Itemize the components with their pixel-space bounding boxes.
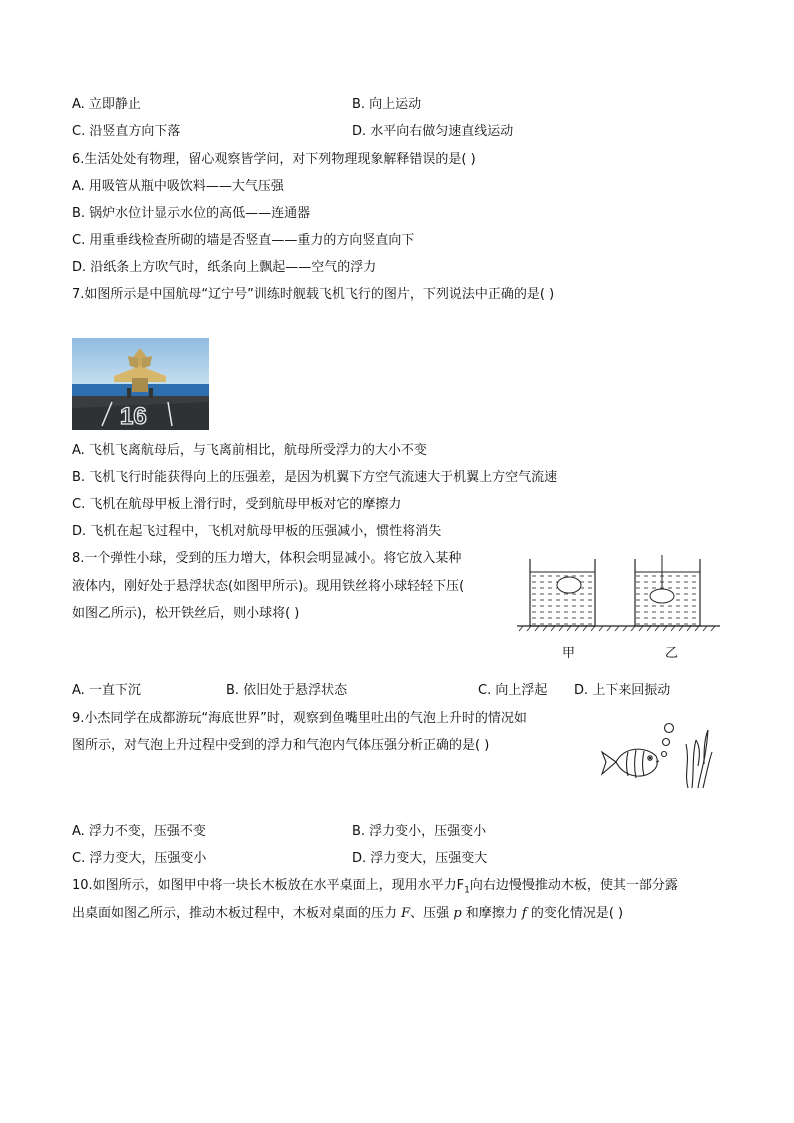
q7-option-c: C. 飞机在航母甲板上滑行时，受到航母甲板对它的摩擦力 bbox=[72, 497, 402, 512]
q8-stem-line3: 如图乙所示)，松开铁丝后，则小球将( ) bbox=[72, 606, 300, 621]
q7-stem: 7.如图所示是中国航母“辽宁号”训练时舰载飞机飞行的图片，下列说法中正确的是( ) bbox=[72, 287, 555, 302]
q8-option-a: A. 一直下沉 bbox=[72, 683, 141, 698]
q8-option-b: B. 依旧处于悬浮状态 bbox=[226, 683, 348, 698]
q8-stem-line1: 8.一个弹性小球，受到的压力增大，体积会明显减小。将它放入某种 bbox=[72, 551, 462, 566]
q9-option-c: C. 浮力变大，压强变小 bbox=[72, 851, 207, 866]
q8-option-d: D. 上下来回振动 bbox=[574, 683, 671, 698]
q8-stem-line2: 液体内，刚好处于悬浮状态(如图甲所示)。现用铁丝将小球轻轻下压( bbox=[72, 579, 465, 594]
q6-stem: 6.生活处处有物理，留心观察皆学问，对下列物理现象解释错误的是( ) bbox=[72, 152, 476, 167]
q7-option-d: D. 飞机在起飞过程中，飞机对航母甲板的压强减小，惯性将消失 bbox=[72, 524, 442, 539]
q9-option-d: D. 浮力变大，压强变大 bbox=[352, 851, 488, 866]
q8-option-c: C. 向上浮起 bbox=[478, 683, 548, 698]
label-jia: 甲 bbox=[562, 646, 576, 661]
beaker-jia bbox=[530, 559, 595, 626]
q9-option-b: B. 浮力变小，压强变小 bbox=[352, 824, 487, 839]
q7-option-b: B. 飞机飞行时能获得向上的压强差，是因为机翼下方空气流速大于机翼上方空气流速 bbox=[72, 470, 558, 485]
q7-option-a: A. 飞机飞离航母后，与飞离前相比，航母所受浮力的大小不变 bbox=[72, 443, 427, 458]
q6-option-b: B. 锅炉水位计显示水位的高低——连通器 bbox=[72, 206, 311, 221]
ball-jia bbox=[557, 577, 581, 593]
q5-option-a: A. 立即静止 bbox=[72, 97, 141, 112]
deck-number: 16 bbox=[120, 403, 147, 430]
q5-option-b: B. 向上运动 bbox=[352, 97, 422, 112]
q9-option-a: A. 浮力不变，压强不变 bbox=[72, 824, 206, 839]
label-yi: 乙 bbox=[665, 646, 679, 661]
q9-stem-line1: 9.小杰同学在成都游玩“海底世界”时，观察到鱼嘴里吐出的气泡上升时的情况如 bbox=[72, 711, 527, 726]
q6-option-a: A. 用吸管从瓶中吸饮料——大气压强 bbox=[72, 179, 284, 194]
beaker-yi bbox=[635, 555, 700, 626]
q8-beakers-figure bbox=[515, 555, 725, 635]
q5-option-d: D. 水平向右做匀速直线运动 bbox=[352, 124, 514, 139]
aircraft-carrier-photo bbox=[72, 338, 209, 430]
fish-bubbles-figure bbox=[596, 716, 720, 792]
q5-option-c: C. 沿竖直方向下落 bbox=[72, 124, 181, 139]
q6-option-c: C. 用重垂线检查所砌的墙是否竖直——重力的方向竖直向下 bbox=[72, 233, 415, 248]
q10-stem-line1: 10.如图所示，如图甲中将一块长木板放在水平桌面上，现用水平力$F_1$向右边慢慢推动木板，使其一部分露 bbox=[72, 878, 678, 896]
q9-stem-line2: 图所示，对气泡上升过程中受到的浮力和气泡内气体压强分析正确的是( ) bbox=[72, 738, 490, 753]
ball-yi bbox=[650, 589, 674, 603]
q10-stem-line2: 出桌面如图乙所示，推动木板过程中，木板对桌面的压力 F、压强 p 和摩擦力 f 的变化情况是( ) bbox=[72, 906, 624, 921]
q6-option-d: D. 沿纸条上方吹气时，纸条向上飘起——空气的浮力 bbox=[72, 260, 377, 275]
